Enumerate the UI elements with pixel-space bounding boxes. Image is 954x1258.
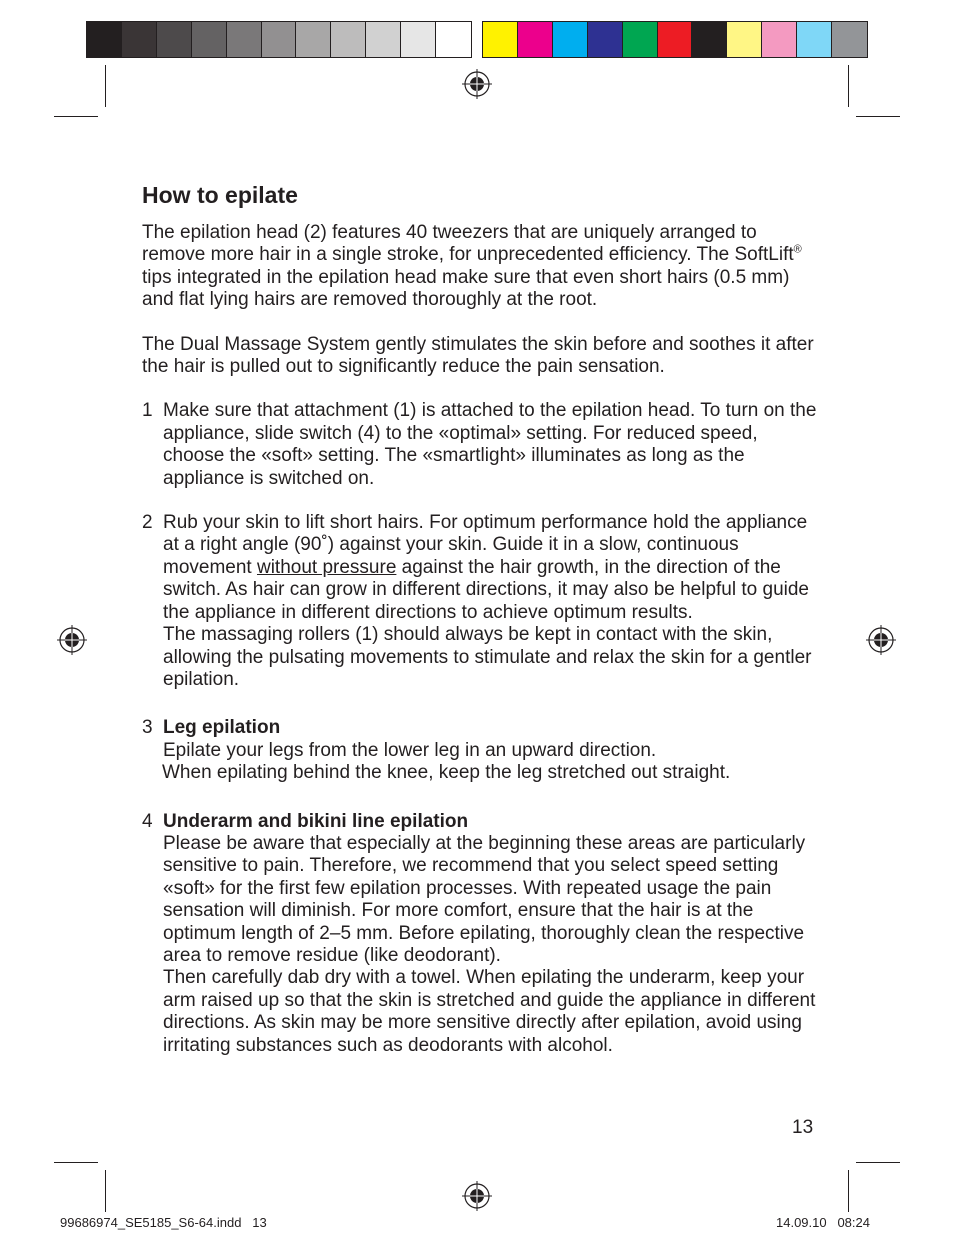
- intro-paragraph-1: [142, 222, 822, 312]
- color-swatch: [727, 22, 762, 57]
- step-text: Please be aware that especially at the beginning these areas are particularly sensitive to pain. Therefore, we recommend that you select speed setting «soft» for the first few epilation processes. With repeated usage the pain sensation will diminish. For more comfort, ensure that the hair is at the optimum length of 2–5 mm. Before epilating, thoroughly clean the respective area to remove residue (like deodorant).: [163, 832, 806, 966]
- step-number: 1: [142, 400, 153, 422]
- step-3: [142, 717, 822, 784]
- color-swatch: [157, 22, 192, 57]
- step-4: [142, 811, 822, 1057]
- color-swatch: [296, 22, 331, 57]
- color-swatch: [436, 22, 471, 57]
- step-text-continued: The massaging rollers (1) should always be kept in contact with the skin, allowing the pulsating movements to stimulate and relax the skin for a gentler epilation.: [163, 624, 812, 690]
- color-swatch: [366, 22, 401, 57]
- step-number: 3: [142, 717, 153, 739]
- step-text-a: Rub your skin to lift short hairs. For optimum performance hold the appliance at a right angle (90˚) against your skin. Guide it in a slow, continuous movement: [163, 512, 808, 578]
- crop-mark-bottom-right-h: [856, 1162, 900, 1163]
- color-swatch: [518, 22, 553, 57]
- color-swatch: [588, 22, 623, 57]
- color-swatch-bar: [482, 21, 868, 58]
- step-number: 2: [142, 512, 153, 534]
- color-swatch: [832, 22, 867, 57]
- page-number: 13: [792, 1117, 814, 1138]
- step-title: Underarm and bikini line epilation: [163, 810, 469, 832]
- file-slug: 99686974_SE5185_S6-64.indd 13: [60, 1215, 267, 1230]
- step-title: Leg epilation: [163, 717, 281, 739]
- crop-mark-bottom-left-h: [54, 1162, 98, 1163]
- color-swatch: [262, 22, 297, 57]
- color-swatch: [762, 22, 797, 57]
- registration-mark-icon: [462, 1181, 492, 1211]
- color-swatch: [692, 22, 727, 57]
- crop-mark-bottom-left-v: [105, 1170, 106, 1212]
- step-text-b: against the hair growth, in the direction of the switch. As hair can grow in different directions, it may also be helpful to guide the appliance in different directions to achieve optimum results.: [163, 556, 809, 623]
- crop-mark-top-right-v: [848, 65, 849, 107]
- registration-mark-icon: [57, 625, 87, 655]
- crop-mark-top-left-h: [54, 116, 98, 117]
- step-text-continued: Then carefully dab dry with a towel. When epilating the underarm, keep your arm raised up so that the skin is stretched and guide the appliance in different directions. As skin may be more sensitive directly after epilation, avoid using irritating substances such as deodorants with alcohol.: [163, 967, 816, 1056]
- intro-text-a: The epilation head (2) features 40 tweezers that are uniquely arranged to remove more hair in a single stroke, for unprecedented efficiency. The SoftLift: [142, 222, 794, 266]
- page-content: [142, 180, 822, 1057]
- intro-text-b: tips integrated in the epilation head make sure that even short hairs (0.5 mm) and flat lying hairs are removed thoroughly at the root.: [142, 266, 790, 311]
- step-1: [142, 400, 822, 490]
- page-title: How to epilate: [142, 182, 298, 208]
- registration-mark-icon: [462, 69, 492, 99]
- color-swatch: [658, 22, 693, 57]
- color-swatch: [623, 22, 658, 57]
- intro-paragraph-2: The Dual Massage System gently stimulates the skin before and soothes it after the hair is pulled out to significantly reduce the pain sensation.: [142, 333, 814, 378]
- crop-mark-top-left-v: [105, 65, 106, 107]
- step-number: 4: [142, 810, 153, 832]
- color-swatch: [797, 22, 832, 57]
- color-swatch: [87, 22, 122, 57]
- step-text: Make sure that attachment (1) is attached to the epilation head. To turn on the appliance, slide switch (4) to the «optimal» setting. For reduced speed, choose the «soft» setting. The «smartlight» illuminates as long as the appliance is switched on.: [163, 400, 817, 489]
- crop-mark-top-right-h: [856, 116, 900, 117]
- gray-swatch-bar: [86, 21, 472, 58]
- color-swatch: [553, 22, 588, 57]
- step-line: Epilate your legs from the lower leg in an upward direction.: [163, 739, 657, 761]
- registration-mark-icon: [866, 625, 896, 655]
- color-swatch: [192, 22, 227, 57]
- registered-mark: ®: [793, 244, 802, 257]
- step-text: [163, 512, 822, 624]
- step-line: When epilating behind the knee, keep the leg stretched out straight.: [162, 762, 731, 784]
- color-swatch: [401, 22, 436, 57]
- step-2: [142, 512, 822, 691]
- color-swatch: [122, 22, 157, 57]
- color-swatch: [483, 22, 518, 57]
- color-swatch: [227, 22, 262, 57]
- crop-mark-bottom-right-v: [848, 1170, 849, 1212]
- underlined-text: without pressure: [256, 556, 397, 578]
- date-slug: 14.09.10 08:24: [776, 1215, 870, 1230]
- color-swatch: [331, 22, 366, 57]
